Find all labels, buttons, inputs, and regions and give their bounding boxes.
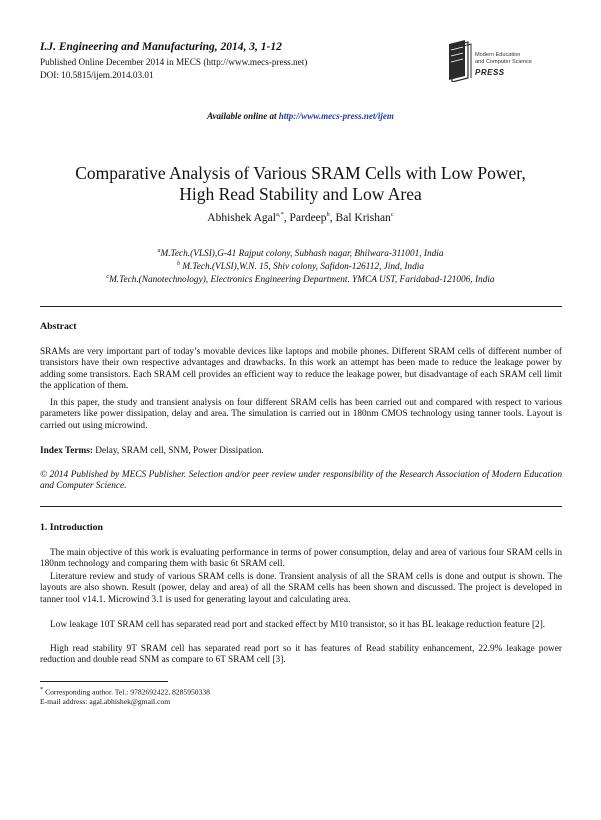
corresponding-author: * Corresponding author. Tel.: 9782692422, 8285950338 bbox=[40, 686, 210, 697]
author-name: Bal Krishan bbox=[335, 211, 391, 224]
doi: DOI: 10.5815/ijem.2014.03.01 bbox=[40, 70, 154, 80]
logo-press: PRESS bbox=[475, 68, 505, 77]
index-terms bbox=[40, 446, 562, 457]
author-affil-mark: a,* bbox=[275, 211, 284, 218]
abstract-heading: Abstract bbox=[40, 321, 77, 332]
index-terms-label: Index Terms: bbox=[40, 446, 93, 456]
section-divider bbox=[40, 506, 562, 507]
abstract-paragraph-1: SRAMs are very important part of today’s movable devices like laptops and mobile phones. Different SRAM cells of different number of transistors have their own respective advantages and drawbacks. In this work an attempt has been made to reduce the leakage power by adding some transistors. Each SRAM cell provides an efficient way to reduce the leakage power, but disadvantage of each SRAM cell limit the application of them. bbox=[40, 347, 562, 392]
available-online bbox=[0, 111, 601, 121]
logo-line-2: and Computer Science bbox=[475, 59, 532, 65]
journal-name: I.J. Engineering and Manufacturing, bbox=[40, 41, 218, 53]
author-email: E-mail address: agal.abhishek@gmail.com bbox=[40, 697, 171, 706]
affiliation: $^a$M.Tech.(VLSI),G-41 Rajput colony, Subhash nagar, Bhilwara-311001, India bbox=[157, 248, 444, 260]
intro-paragraph: Low leakage 10T SRAM cell has separated read port and stacked effect by M10 transistor, so it has BL leakage reduction feature [2]. bbox=[50, 620, 546, 630]
affiliation: $^c$M.Tech.(Nanotechnology), Electronics Engineering Department. YMCA UST, Faridabad-121006, India bbox=[106, 274, 495, 286]
logo-line-1: Modern Education bbox=[475, 52, 521, 58]
author-list: Abhishek Agal$^{a,*}$, Pardeep$^b$, Bal Krishan$^c$ bbox=[207, 211, 394, 224]
paper-title-line-1: Comparative Analysis of Various SRAM Cells with Low Power, bbox=[75, 163, 526, 183]
paper-title-line-2: High Read Stability and Low Area bbox=[179, 184, 422, 204]
intro-paragraph: High read stability 9T SRAM cell has separated read port so it has features of Read stability enhancement, 22.9% leakage power reduction and double read SNM as compare to 6T SRAM cell [3]. bbox=[40, 644, 562, 666]
publisher-logo bbox=[447, 38, 562, 84]
section-divider bbox=[40, 306, 562, 307]
author-name: Abhishek Agal bbox=[207, 211, 276, 224]
available-prefix: Available online at bbox=[207, 111, 279, 121]
journal-header bbox=[40, 41, 282, 53]
affiliation: $^b$ M.Tech.(VLSI),W.N. 15, Shiv colony, Safidon-126112, Jind, India bbox=[177, 261, 424, 273]
author-name: Pardeep bbox=[289, 211, 327, 224]
book-stack-icon bbox=[447, 38, 473, 82]
journal-volume: 2014, 3, 1-12 bbox=[220, 41, 282, 53]
author-affil-mark: c bbox=[390, 211, 394, 218]
published-online: Published Online December 2014 in MECS (http://www.mecs-press.net) bbox=[40, 57, 308, 67]
journal-link[interactable]: http://www.mecs-press.net/ijem bbox=[278, 111, 394, 121]
introduction-heading: 1. Introduction bbox=[40, 522, 103, 533]
abstract-paragraph-2: In this paper, the study and transient analysis on four different SRAM cells has been carried out and compared with respect to various parameters like power dissipation, delay and area. The simulation is carried out in 180nm CMOS technology using tanner tools. Layout is carried out using microwind. bbox=[40, 398, 562, 431]
footnote-divider bbox=[40, 681, 168, 682]
intro-paragraph: Literature review and study of various SRAM cells is done. Transient analysis of all the SRAM cells is done and output is shown. The layouts are also shown. Result (power, delay and area) of all the SRAM cells has been shown and discussed. The project is developed in tanner tool v14.1. Microwind 3.1 is used for generating layout and calculating area. bbox=[40, 572, 562, 605]
index-terms-values: Delay, SRAM cell, SNM, Power Dissipation. bbox=[92, 446, 264, 456]
author-affil-mark: b bbox=[326, 211, 330, 218]
copyright-notice: © 2014 Published by MECS Publisher. Selection and/or peer review under responsibility of the Research Association of Modern Education and Computer Science. bbox=[40, 470, 562, 492]
intro-paragraph: The main objective of this work is evaluating performance in terms of power consumption, delay and area of various four SRAM cells in 180nm technology and comparing them with basic 6t SRAM cell. bbox=[40, 548, 562, 570]
